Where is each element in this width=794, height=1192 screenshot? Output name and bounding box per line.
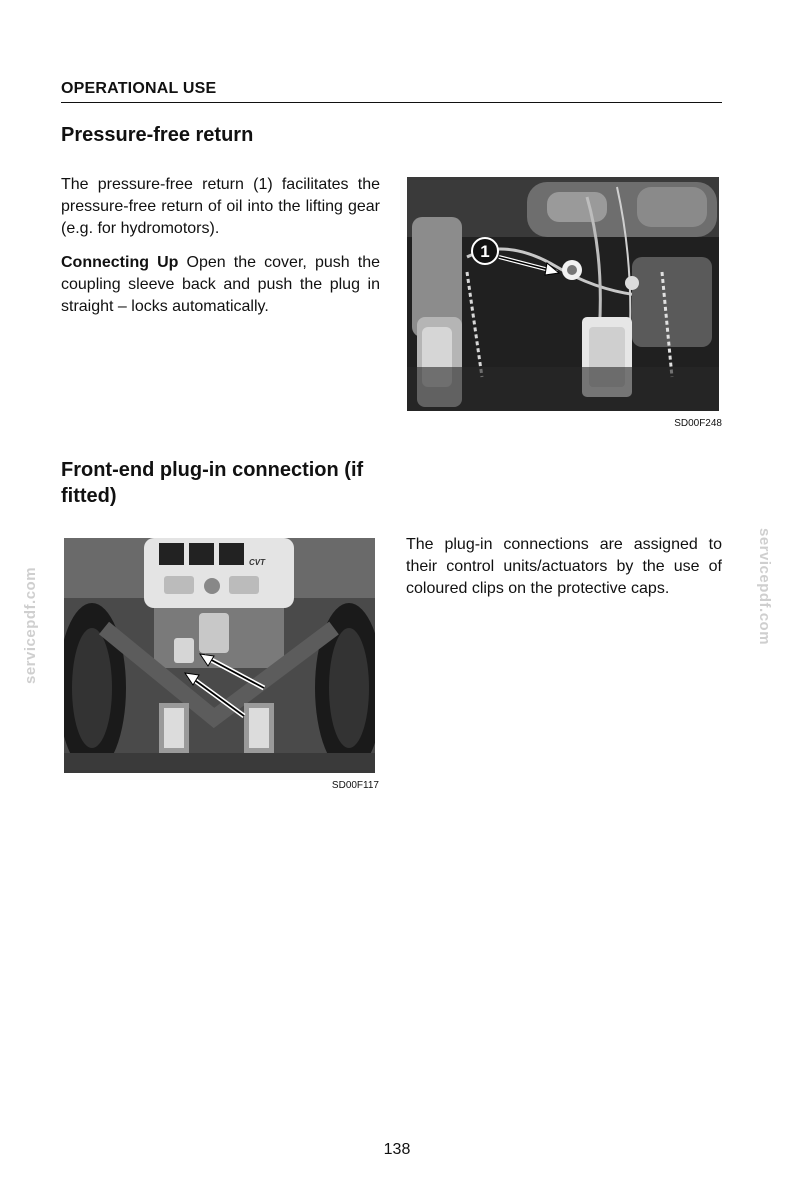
watermark-left: servicepdf.com [22,566,39,684]
pressure-free-return-description: The pressure-free return (1) facilitates the pressure-free return of oil into the lifting gear (e.g. for hydromotors). [61,176,380,237]
front-end-plug-in-heading: Front-end plug-in connection (if fitted) [61,459,364,507]
section-header: OPERATIONAL USE [61,80,722,103]
page-number: 138 [383,1141,411,1158]
connecting-up-text: Open the cover, push the coupling sleeve back and push the plug in straight – locks automatically. [61,254,381,315]
pressure-free-return-heading: Pressure-free return [61,124,254,146]
watermark-right: servicepdf.com [756,528,773,646]
figure-caption-sd00f117: SD00F117 [331,780,379,791]
pressure-free-return-photo [407,177,719,411]
figure-callout-1: 1 [480,242,490,261]
figure-caption-sd00f248: SD00F248 [674,418,722,429]
cvt-badge: CVT [249,558,265,567]
connecting-up-instructions [61,252,380,318]
tractor-front-illustration [64,538,375,773]
connecting-up-label: Connecting Up [61,254,179,271]
hydraulic-coupling-illustration [407,177,719,411]
plug-in-connections-description: The plug-in connections are assigned to their control units/actuators by the use of coloured clips on the protective caps. [406,536,722,597]
front-end-plug-in-photo [64,538,375,773]
